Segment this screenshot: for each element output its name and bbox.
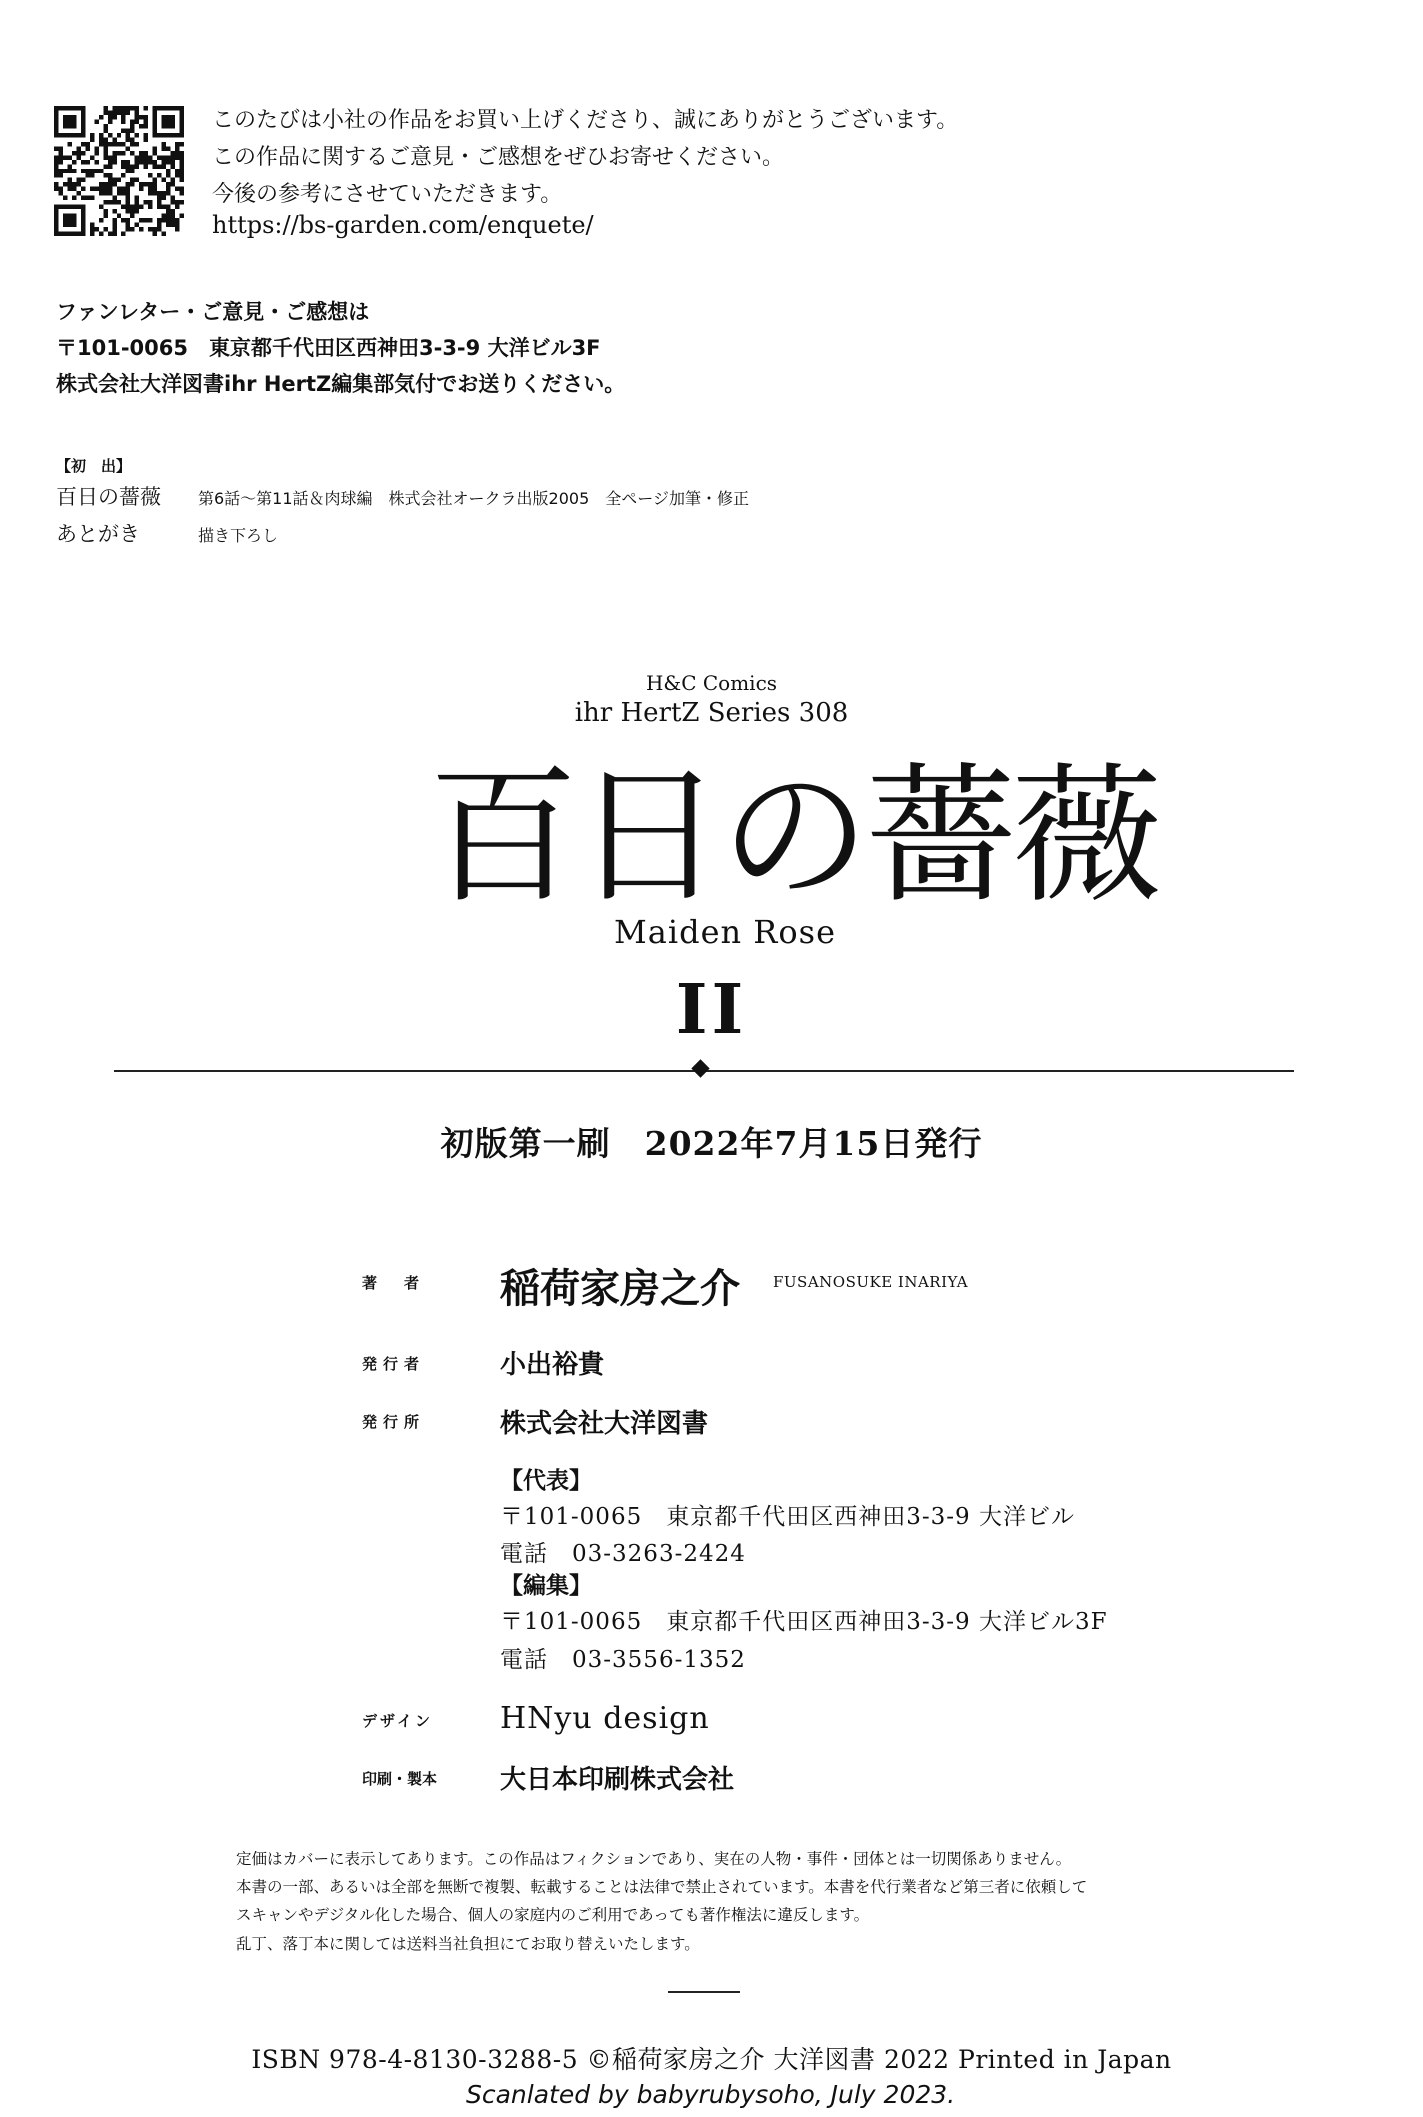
isbn-copyright-line: ISBN 978-4-8130-3288-5 ©稲荷家房之介 大洋図書 2022 Printed in Japan xyxy=(251,2045,1172,2074)
author-name-en: FUSANOSUKE INARIYA xyxy=(773,1273,969,1291)
legal-line-2: 本書の一部、あるいは全部を無断で複製、転載することは法律で禁止されています。本書を代行業者など第三者に依頼して xyxy=(236,1878,1088,1896)
volume-number: II xyxy=(675,970,748,1050)
book-title-en: Maiden Rose xyxy=(614,913,836,951)
original-publication-label: 【初 出】 xyxy=(56,457,132,475)
edit-office-address: 〒101-0065 東京都千代田区西神田3-3-9 大洋ビル3F xyxy=(500,1609,1108,1635)
book-title-jp: 百日の薔薇 xyxy=(428,750,1159,924)
original-item-detail-2: 描き下ろし xyxy=(198,526,279,545)
fan-letter-department: 株式会社大洋図書ihr HertZ編集部気付でお送りください。 xyxy=(56,372,626,396)
rep-office-address: 〒101-0065 東京都千代田区西神田3-3-9 大洋ビル xyxy=(500,1504,1075,1530)
series-label: ihr HertZ Series 308 xyxy=(574,698,849,728)
publisher-name: 株式会社大洋図書 xyxy=(500,1409,709,1439)
imprint-label: H&C Comics xyxy=(645,671,778,695)
design-label: デザイン xyxy=(362,1712,433,1730)
author-name: 稲荷家房之介 xyxy=(500,1265,740,1312)
publisher-person-name: 小出裕貴 xyxy=(500,1350,605,1380)
design-name: HNyu design xyxy=(500,1701,710,1736)
original-item-title-1: 百日の薔薇 xyxy=(56,485,161,509)
fan-letter-address: 〒101-0065 東京都千代田区西神田3-3-9 大洋ビル3F xyxy=(56,336,601,360)
edit-office-phone: 電話 03-3556-1352 xyxy=(500,1647,746,1673)
publisher-person-label: 発行者 xyxy=(362,1355,426,1373)
qr-code[interactable] xyxy=(54,106,184,236)
author-label: 著 者 xyxy=(362,1274,426,1292)
survey-url-link[interactable]: https://bs-garden.com/enquete/ xyxy=(212,211,594,239)
intro-line-2: この作品に関するご意見・ご感想をぜひお寄せください。 xyxy=(212,145,785,170)
original-item-detail-1: 第6話～第11話＆肉球編 株式会社オークラ出版2005 全ページ加筆・修正 xyxy=(198,489,749,508)
divider-ornament xyxy=(691,1059,709,1077)
printing-label: 印刷・製本 xyxy=(362,1770,438,1788)
rep-office-label: 【代表】 xyxy=(500,1467,592,1494)
publisher-label: 発行所 xyxy=(362,1413,426,1431)
intro-line-1: このたびは小社の作品をお買い上げくださり、誠にありがとうございます。 xyxy=(212,108,959,133)
rep-office-phone: 電話 03-3263-2424 xyxy=(500,1541,746,1567)
scanlation-note: Scanlated by babyrubysoho, July 2023. xyxy=(466,2080,956,2109)
legal-line-4: 乱丁、落丁本に関しては送料当社負担にてお取り替えいたします。 xyxy=(236,1935,700,1953)
legal-line-3: スキャンやデジタル化した場合、個人の家庭内のご利用であっても著作権法に違反します。 xyxy=(236,1906,870,1924)
edit-office-label: 【編集】 xyxy=(500,1572,592,1599)
intro-line-3: 今後の参考にさせていただきます。 xyxy=(212,182,563,207)
edition-line: 初版第一刷 2022年7月15日発行 xyxy=(440,1124,983,1163)
legal-line-1: 定価はカバーに表示してあります。この作品はフィクションであり、実在の人物・事件・団体とは一切関係ありません。 xyxy=(236,1850,1072,1868)
fan-letter-heading: ファンレター・ご意見・ご感想は xyxy=(56,300,370,324)
short-divider xyxy=(668,1991,740,1993)
original-item-title-2: あとがき xyxy=(56,522,140,546)
printing-name: 大日本印刷株式会社 xyxy=(500,1765,735,1795)
